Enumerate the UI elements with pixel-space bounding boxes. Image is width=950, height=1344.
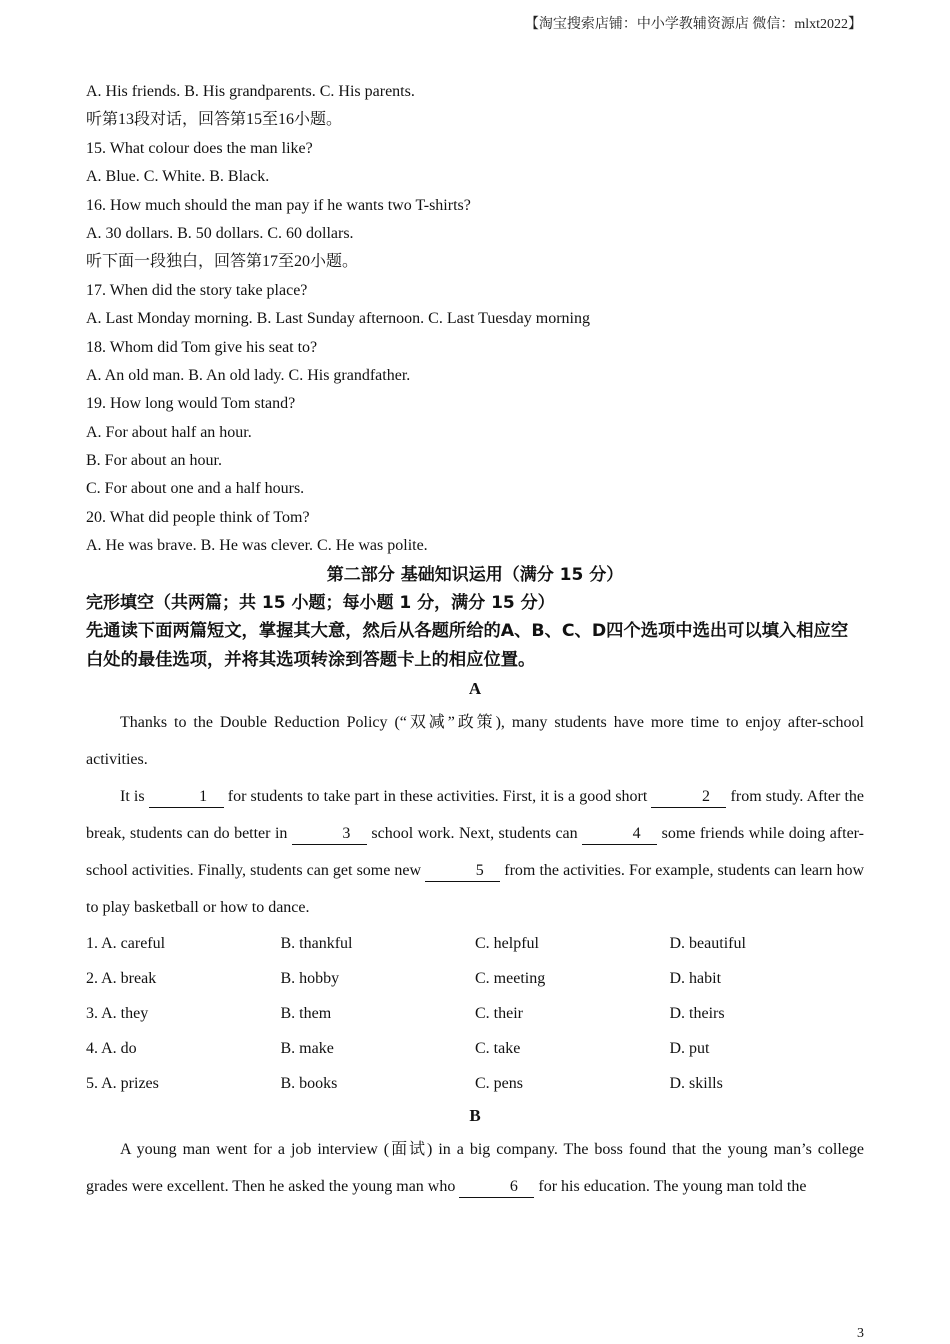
- passage-b-label: B: [469, 1106, 481, 1126]
- part-two-title: 第二部分 基础知识运用（满分 15 分）: [326, 564, 624, 585]
- option-cell: 5. A. prizes: [86, 1074, 159, 1092]
- option-cell: C. helpful: [475, 934, 539, 952]
- text-line: 听下面一段独白，回答第17至20小题。: [86, 253, 359, 271]
- text-line: 20. What did people think of Tom?: [86, 508, 310, 526]
- option-cell: B. hobby: [280, 969, 340, 987]
- option-cell: B. make: [280, 1039, 334, 1057]
- text-line: 16. How much should the man pay if he wants two T-shirts?: [86, 196, 471, 214]
- text-line: A. For about half an hour.: [86, 423, 252, 441]
- option-cell: B. books: [280, 1074, 338, 1092]
- text-line: 17. When did the story take place?: [86, 281, 308, 299]
- document-body: [86, 78, 864, 1205]
- cloze-title: 完形填空（共两篇；共 15 小题；每小题 1 分，满分 15 分）: [86, 593, 555, 614]
- option-row: [86, 926, 864, 961]
- option-cell: B. thankful: [280, 934, 353, 952]
- option-cell: C. their: [475, 1004, 523, 1022]
- passage-text: It is: [120, 788, 149, 806]
- option-cell: B. them: [280, 1004, 332, 1022]
- passage-text: school work. Next, students can: [366, 825, 583, 843]
- text-line: 18. Whom did Tom give his seat to?: [86, 338, 318, 356]
- text-line: 19. How long would Tom stand?: [86, 395, 296, 413]
- text-line: B. For about an hour.: [86, 452, 222, 470]
- option-row: [86, 961, 864, 996]
- option-cell: D. theirs: [669, 1004, 725, 1022]
- option-cell: D. put: [669, 1039, 710, 1057]
- text-line: 15. What colour does the man like?: [86, 139, 313, 157]
- option-cell: 1. A. careful: [86, 934, 166, 952]
- text-line: 听第13段对话，回答第15至16小题。: [86, 111, 343, 129]
- text-line: A. He was brave. B. He was clever. C. He was polite.: [86, 537, 428, 555]
- option-cell: C. meeting: [475, 969, 546, 987]
- option-cell: D. skills: [669, 1074, 723, 1092]
- page-number: 3: [857, 1326, 864, 1341]
- passage-text: from the activities. For example, students can learn how to play basketball or how to dance.: [86, 862, 865, 917]
- passage-a-paragraph-2: [86, 778, 864, 926]
- passage-text: some friends while doing after-school activities. Finally, students can get some new: [86, 825, 865, 880]
- option-row: [86, 1031, 864, 1066]
- option-row: [86, 1066, 864, 1101]
- passage-text: for students to take part in these activities. First, it is a good short: [223, 788, 652, 806]
- text-line: C. For about one and a half hours.: [86, 480, 305, 498]
- option-cell: C. take: [475, 1039, 521, 1057]
- options-table: [86, 926, 864, 1101]
- passage-b-paragraph-1: [86, 1131, 864, 1205]
- passage-text: for his education. The young man told the: [534, 1178, 807, 1196]
- text-line: A. 30 dollars. B. 50 dollars. C. 60 dollars.: [86, 224, 354, 242]
- blank-4: 4: [582, 824, 657, 845]
- option-cell: 3. A. they: [86, 1004, 149, 1022]
- option-cell: 2. A. break: [86, 969, 157, 987]
- text-line: A. His friends. B. His grandparents. C. His parents.: [86, 83, 415, 100]
- passage-a-label: A: [468, 679, 482, 699]
- passage-a-paragraph-1: Thanks to the Double Reduction Policy (“双减”政策), many students have more time to enjoy after-school activities.: [86, 714, 864, 769]
- option-cell: 4. A. do: [86, 1039, 137, 1057]
- blank-3: 3: [292, 824, 367, 845]
- option-cell: D. beautiful: [669, 934, 746, 952]
- option-cell: D. habit: [669, 969, 722, 987]
- passage-text: from study. After the break, students can do better in: [86, 788, 865, 843]
- option-cell: C. pens: [475, 1074, 523, 1092]
- text-line: A. Blue. C. White. B. Black.: [86, 168, 270, 186]
- blank-5: 5: [425, 861, 500, 882]
- listening-section: [86, 78, 864, 561]
- text-line: A. Last Monday morning. B. Last Sunday afternoon. C. Last Tuesday morning: [86, 310, 590, 328]
- page-header: 【淘宝搜索店铺：中小学教辅资源店 微信：mlxt2022】: [524, 17, 862, 32]
- text-line: A. An old man. B. An old lady. C. His grandfather.: [86, 366, 411, 384]
- option-row: [86, 996, 864, 1031]
- blank-6: 6: [459, 1177, 534, 1198]
- cloze-instructions: 先通读下面两篇短文，掌握其大意，然后从各题所给的A、B、C、D四个选项中选出可以填入相应空白处的最佳选项，并将其选项转涂到答题卡上的相应位置。: [86, 621, 849, 670]
- blank-1: 1: [149, 787, 224, 808]
- blank-2: 2: [651, 787, 726, 808]
- passage-text: A young man went for a job interview (面试) in a big company. The boss found that the young man’s college grades were excellent. Then he asked the young man who: [86, 1141, 864, 1196]
